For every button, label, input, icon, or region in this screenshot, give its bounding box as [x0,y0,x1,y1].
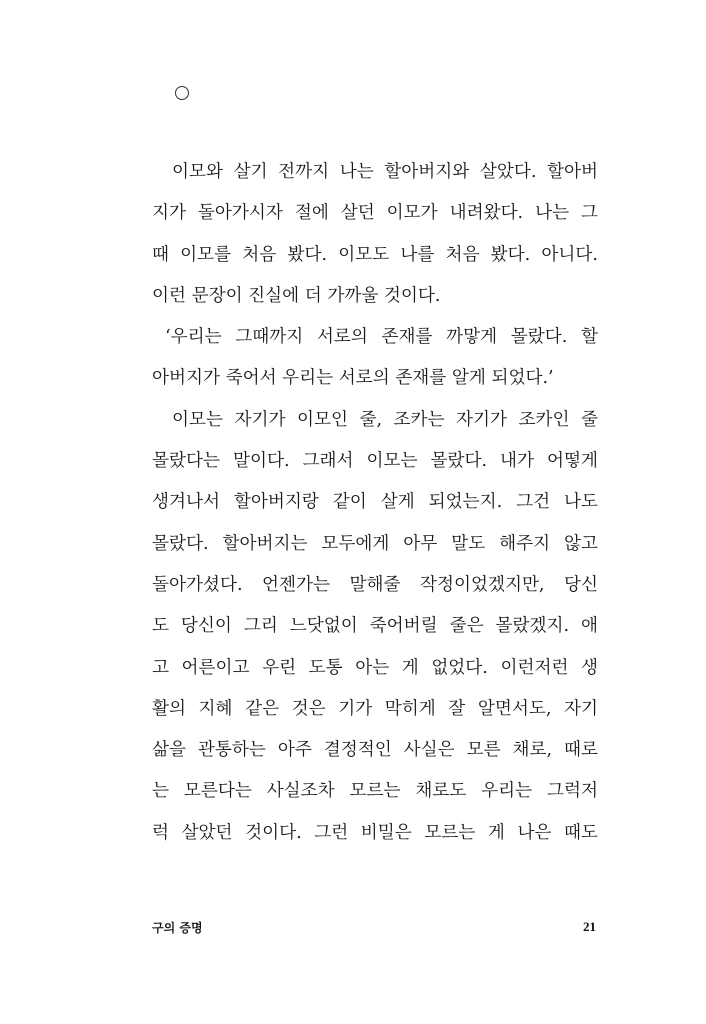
text-line: 이모는 자기가 이모인 줄, 조카는 자기가 조카인 줄 [172,409,598,430]
text-line: 는 모른다는 사실조차 모르는 채로도 우리는 그럭저 [152,781,598,802]
section-break-circle-icon [175,86,189,100]
running-title: 구의 증명 [152,920,203,935]
text-line: 이런 문장이 진실에 더 가까울 것이다. [152,285,441,306]
text-line: 때 이모를 처음 봤다. 이모도 나를 처음 봤다. 아니다. [152,244,598,265]
body-text [152,158,598,860]
text-line: 생겨나서 할아버지랑 같이 살게 되었는지. 그건 나도 [152,492,598,513]
text-line: 이모와 살기 전까지 나는 할아버지와 살았다. 할아버 [172,162,598,182]
text-line: 돌아가셨다. 언젠가는 말해줄 작정이었겠지만, 당신 [152,574,598,595]
text-line: 몰랐다는 말이다. 그래서 이모는 몰랐다. 내가 어떻게 [152,451,598,472]
text-line: 활의 지혜 같은 것은 기가 막히게 잘 알면서도, 자기 [152,698,598,719]
text-line: 럭 살았던 것이다. 그런 비밀은 모르는 게 나은 때도 [152,822,598,843]
text-line: 아버지가 죽어서 우리는 서로의 존재를 알게 되었다.’ [152,368,554,389]
page-footer [152,917,596,937]
text-line: 지가 돌아가시자 절에 살던 이모가 내려왔다. 나는 그 [152,203,598,224]
text-line: 삶을 관통하는 아주 결정적인 사실은 모른 채로, 때로 [152,740,598,761]
text-line: 도 당신이 그리 느닷없이 죽어버릴 줄은 몰랐겠지. 애 [152,616,598,637]
text-line: 몰랐다. 할아버지는 모두에게 아무 말도 해주지 않고 [152,533,598,554]
text-line: 고 어른이고 우린 도통 아는 게 없었다. 이런저런 생 [152,657,598,678]
text-line: ‘우리는 그때까지 서로의 존재를 까맣게 몰랐다. 할 [165,327,598,348]
page-number: 21 [583,919,596,934]
